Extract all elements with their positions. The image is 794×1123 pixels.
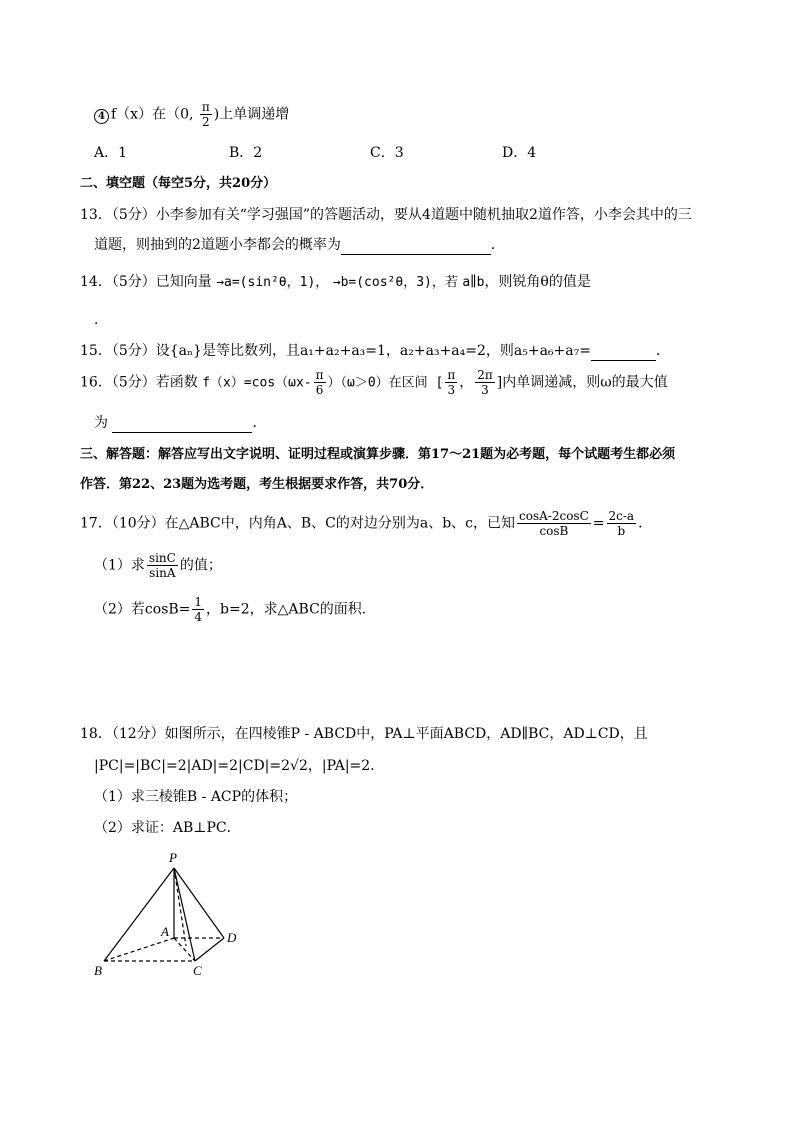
q12-item4-frac: $\frac{\pi}{2}$ xyxy=(201,100,210,129)
q13-line2: 道题，则抽到的2道题小李都会的概率为 ． xyxy=(94,237,505,253)
q18-line2: |PC|=|BC|=2|AD|=2|CD|=2√2，|PA|=2． xyxy=(94,758,385,774)
q12-option-a: A．1 xyxy=(94,145,128,161)
circled-four-icon: 4 xyxy=(94,109,109,124)
q13-line1: 13．（5分）小李参加有关“学习强国”的答题活动，要从4道题中随机抽取2道作答，小李会其中的三 xyxy=(80,207,692,223)
q17-part2: （2）若cosB= $\frac{1}{4}$ ，b=2，求△ABC的面积． xyxy=(94,595,376,624)
edge-hidden xyxy=(174,868,186,946)
q16-line2: 为 ． xyxy=(94,415,267,431)
q17-part1: （1）求 $\frac{\sin C}{\sin A}$ 的值； xyxy=(94,551,222,580)
label-d: D xyxy=(227,930,237,945)
vector-b: →b xyxy=(332,275,349,290)
section3-line1: 三、解答题：解答应写出文字说明、证明过程或演算步骤．第17～21题为必考题，每个试题考生都必须 xyxy=(80,447,676,462)
q16-frac1: $\frac{\pi}{6}$ xyxy=(315,368,324,397)
q14-line1: 14．（5分）已知向量 →a=(sin²θ，1)， →b=(cos²θ，3)，若 a∥b，则锐角θ的值是 xyxy=(80,274,591,290)
q17-frac1: $\frac{\cos A-2\cos C}{\cos B}$ xyxy=(519,509,589,538)
q16-frac3: $\frac{2\pi}{3}$ xyxy=(477,368,493,397)
label-a: A xyxy=(161,924,169,939)
edge-ab xyxy=(104,938,174,961)
q12-option-c: C．3 xyxy=(370,145,404,161)
q12-item4-pre: f（x）在（0, xyxy=(111,106,194,123)
q12-option-d: D．4 xyxy=(502,145,537,161)
q14-line2: ． xyxy=(94,312,108,328)
section2-title: 二、填空题（每空5分，共20分） xyxy=(80,176,277,191)
q12-option-b: B．2 xyxy=(229,145,263,161)
edge-pb xyxy=(104,868,174,961)
label-c: C xyxy=(193,963,202,978)
q17-frac2: $\frac{2c-a}{b}$ xyxy=(608,509,635,538)
label-p: P xyxy=(169,850,177,865)
q15: 15．（5分）设{aₙ}是等比数列，且a₁+a₂+a₃=1，a₂+a₃+a₄=2，则a₅+a₆+a₇= ． xyxy=(80,343,670,359)
q18-part2: （2）求证：AB⊥PC． xyxy=(94,820,241,836)
q16-line1: 16．（5分）若函数 f（x）=cos（ωx- $\frac{\pi}{6}$ ）（ω＞0）在区间 [ $\frac{\pi}{3}$ ， $\frac{2\pi}{3}$ ]内单调递减，则ω的最大值 xyxy=(80,368,668,397)
answer-blank xyxy=(341,240,491,255)
q17-stem: 17．（10分）在△ABC中，内角A、B、C的对边分别为a、b、c，已知 $\frac{\cos A-2\cos C}{\cos B}$ = $\frac{2c-a}{b}$ ． xyxy=(80,509,653,538)
answer-blank xyxy=(112,418,252,433)
vector-a: →a xyxy=(216,275,232,290)
q18-part1: （1）求三棱锥B - ACP的体积； xyxy=(94,789,298,805)
q12-item4 xyxy=(94,100,289,129)
section3-line2: 作答．第22、23题为选考题，考生根据要求作答，共70分． xyxy=(80,477,434,492)
pyramid-figure xyxy=(88,848,258,983)
q16-frac2: $\frac{\pi}{3}$ xyxy=(447,368,456,397)
q12-item4-post: )上单调递增 xyxy=(213,106,290,123)
q18-line1: 18．（12分）如图所示，在四棱锥P - ABCD中，PA⊥平面ABCD，AD∥BC，AD⊥CD，且 xyxy=(80,726,648,742)
q17-p2-frac: $\frac{1}{4}$ xyxy=(194,595,203,624)
answer-blank xyxy=(591,346,656,361)
edge-cd xyxy=(195,938,224,961)
q17-p1-frac: $\frac{\sin C}{\sin A}$ xyxy=(148,551,176,580)
label-b: B xyxy=(94,963,102,978)
